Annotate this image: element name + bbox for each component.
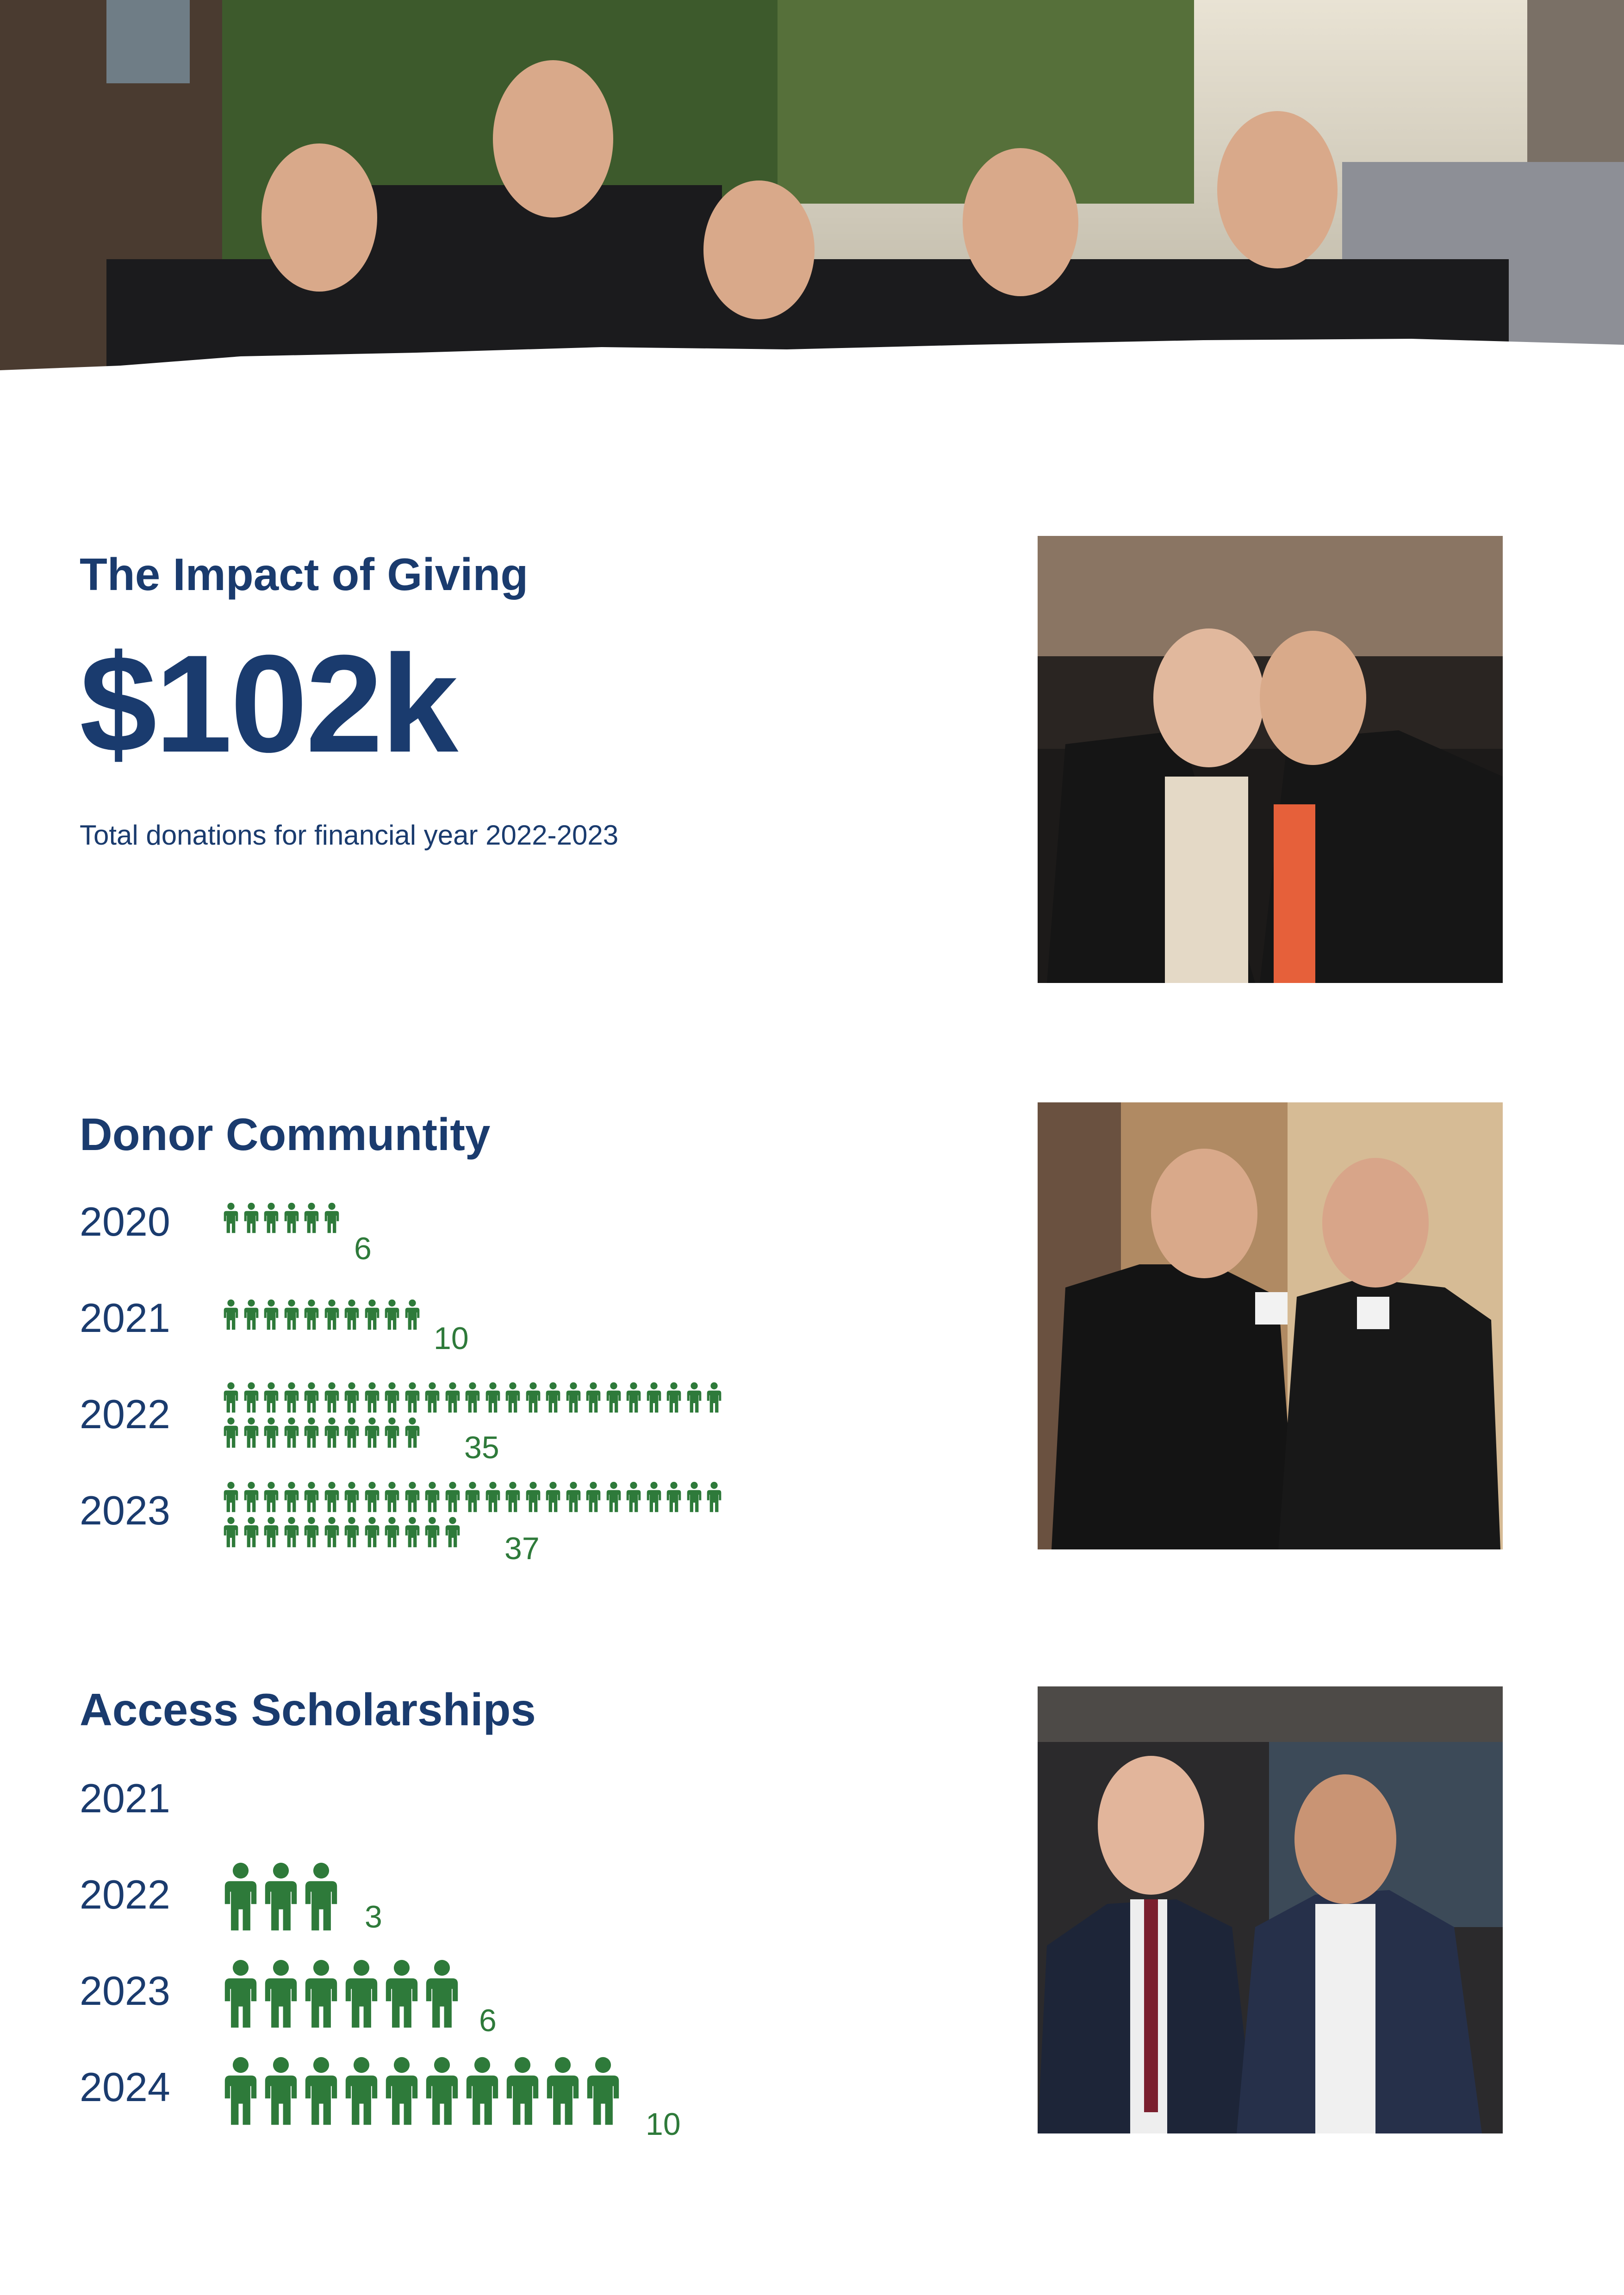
person-icon bbox=[243, 1481, 259, 1513]
person-icon bbox=[223, 1862, 258, 1932]
person-icon bbox=[284, 1417, 299, 1449]
person-icon bbox=[304, 1862, 339, 1932]
person-icon bbox=[304, 1516, 319, 1549]
person-icon bbox=[424, 1516, 440, 1549]
scholarship-count-2024: 10 bbox=[646, 2107, 681, 2142]
person-icon bbox=[243, 1299, 259, 1331]
person-icon bbox=[465, 1481, 480, 1513]
person-icon bbox=[304, 1417, 319, 1449]
person-icon bbox=[263, 1202, 279, 1234]
person-icon bbox=[223, 1381, 239, 1414]
person-icon bbox=[666, 1481, 682, 1513]
person-icon bbox=[344, 1417, 360, 1449]
person-icon bbox=[626, 1381, 641, 1414]
person-icon bbox=[364, 1299, 380, 1331]
donor-icons-2023 bbox=[223, 1481, 723, 1549]
person-icon bbox=[485, 1481, 501, 1513]
person-icon bbox=[424, 1381, 440, 1414]
person-icon bbox=[706, 1381, 722, 1414]
person-icon bbox=[525, 1481, 541, 1513]
hero-photo bbox=[0, 0, 1624, 379]
scholarship-icons-2022 bbox=[223, 1862, 778, 1932]
person-icon bbox=[284, 1481, 299, 1513]
person-icon bbox=[384, 1381, 400, 1414]
person-icon bbox=[263, 1381, 279, 1414]
scholarship-year-2021: 2021 bbox=[80, 1775, 170, 1821]
person-icon bbox=[606, 1481, 622, 1513]
donor-count-2021: 10 bbox=[434, 1321, 469, 1356]
person-icon bbox=[445, 1516, 460, 1549]
donor-count-2020: 6 bbox=[354, 1231, 372, 1266]
donor-year-2021: 2021 bbox=[80, 1295, 170, 1341]
person-icon bbox=[384, 1516, 400, 1549]
scholarship-count-2023: 6 bbox=[479, 2003, 497, 2038]
person-icon bbox=[223, 1516, 239, 1549]
person-icon bbox=[304, 2056, 339, 2127]
person-icon bbox=[263, 1481, 279, 1513]
person-icon bbox=[505, 2056, 540, 2127]
person-icon bbox=[324, 1417, 340, 1449]
donor-count-2022: 35 bbox=[464, 1430, 499, 1465]
person-icon bbox=[424, 1959, 460, 2029]
person-icon bbox=[424, 1481, 440, 1513]
person-icon bbox=[525, 1381, 541, 1414]
person-icon bbox=[223, 1959, 258, 2029]
person-icon bbox=[424, 2056, 460, 2127]
person-icon bbox=[324, 1516, 340, 1549]
person-icon bbox=[284, 1202, 299, 1234]
person-icon bbox=[646, 1381, 662, 1414]
person-icon bbox=[243, 1381, 259, 1414]
person-icon bbox=[223, 1481, 239, 1513]
person-icon bbox=[304, 1202, 319, 1234]
person-icon bbox=[445, 1381, 460, 1414]
person-icon bbox=[404, 1516, 420, 1549]
person-icon bbox=[585, 1381, 601, 1414]
scholarship-year-2023: 2023 bbox=[80, 1968, 170, 2014]
person-icon bbox=[404, 1381, 420, 1414]
person-icon bbox=[344, 2056, 379, 2127]
person-icon bbox=[263, 1299, 279, 1331]
person-icon bbox=[465, 1381, 480, 1414]
person-icon bbox=[404, 1481, 420, 1513]
person-icon bbox=[606, 1381, 622, 1414]
person-icon bbox=[585, 1481, 601, 1513]
person-icon bbox=[364, 1481, 380, 1513]
person-icon bbox=[223, 1299, 239, 1331]
event-photo-donors bbox=[1038, 1102, 1503, 1549]
person-icon bbox=[324, 1299, 340, 1331]
scholarship-year-2022: 2022 bbox=[80, 1872, 170, 1917]
person-icon bbox=[384, 1959, 419, 2029]
person-icon bbox=[545, 1481, 561, 1513]
person-icon bbox=[223, 1417, 239, 1449]
person-icon bbox=[223, 2056, 258, 2127]
person-icon bbox=[304, 1481, 319, 1513]
scholarships-title: Access Scholarships bbox=[80, 1684, 536, 1735]
event-photo-guests bbox=[1038, 1686, 1503, 2133]
person-icon bbox=[706, 1481, 722, 1513]
person-icon bbox=[364, 1381, 380, 1414]
person-icon bbox=[344, 1381, 360, 1414]
donor-icons-2020 bbox=[223, 1202, 723, 1234]
scholarship-icons-2023 bbox=[223, 1959, 778, 2029]
person-icon bbox=[686, 1481, 702, 1513]
person-icon bbox=[364, 1516, 380, 1549]
person-icon bbox=[284, 1299, 299, 1331]
person-icon bbox=[384, 2056, 419, 2127]
person-icon bbox=[364, 1417, 380, 1449]
person-icon bbox=[284, 1381, 299, 1414]
person-icon bbox=[384, 1299, 400, 1331]
person-icon bbox=[585, 2056, 621, 2127]
person-icon bbox=[384, 1481, 400, 1513]
person-icon bbox=[284, 1516, 299, 1549]
event-photo-graduates bbox=[1038, 536, 1503, 983]
person-icon bbox=[384, 1417, 400, 1449]
donor-year-2020: 2020 bbox=[80, 1199, 170, 1244]
person-icon bbox=[324, 1381, 340, 1414]
person-icon bbox=[566, 1381, 581, 1414]
person-icon bbox=[304, 1299, 319, 1331]
person-icon bbox=[243, 1417, 259, 1449]
person-icon bbox=[344, 1299, 360, 1331]
person-icon bbox=[344, 1481, 360, 1513]
person-icon bbox=[505, 1481, 521, 1513]
person-icon bbox=[545, 2056, 580, 2127]
person-icon bbox=[344, 1959, 379, 2029]
person-icon bbox=[666, 1381, 682, 1414]
person-icon bbox=[626, 1481, 641, 1513]
person-icon bbox=[243, 1202, 259, 1234]
donor-icons-2021 bbox=[223, 1299, 723, 1331]
donation-total: $102k bbox=[80, 626, 457, 781]
person-icon bbox=[404, 1417, 420, 1449]
person-icon bbox=[324, 1481, 340, 1513]
scholarship-year-2024: 2024 bbox=[80, 2064, 170, 2110]
scholarship-count-2022: 3 bbox=[365, 1899, 382, 1934]
person-icon bbox=[243, 1516, 259, 1549]
person-icon bbox=[263, 2056, 299, 2127]
person-icon bbox=[485, 1381, 501, 1414]
person-icon bbox=[263, 1959, 299, 2029]
person-icon bbox=[465, 2056, 500, 2127]
person-icon bbox=[505, 1381, 521, 1414]
person-icon bbox=[304, 1381, 319, 1414]
scholarship-icons-2024 bbox=[223, 2056, 778, 2127]
donor-year-2023: 2023 bbox=[80, 1487, 170, 1533]
person-icon bbox=[445, 1481, 460, 1513]
donor-year-2022: 2022 bbox=[80, 1391, 170, 1437]
person-icon bbox=[566, 1481, 581, 1513]
donor-count-2023: 37 bbox=[504, 1531, 540, 1566]
person-icon bbox=[324, 1202, 340, 1234]
person-icon bbox=[263, 1417, 279, 1449]
person-icon bbox=[263, 1516, 279, 1549]
person-icon bbox=[263, 1862, 299, 1932]
person-icon bbox=[404, 1299, 420, 1331]
person-icon bbox=[304, 1959, 339, 2029]
impact-title: The Impact of Giving bbox=[80, 549, 529, 600]
person-icon bbox=[344, 1516, 360, 1549]
person-icon bbox=[646, 1481, 662, 1513]
person-icon bbox=[223, 1202, 239, 1234]
donor-title: Donor Communtity bbox=[80, 1109, 491, 1160]
person-icon bbox=[545, 1381, 561, 1414]
person-icon bbox=[686, 1381, 702, 1414]
donation-caption: Total donations for financial year 2022-2023 bbox=[80, 820, 619, 851]
